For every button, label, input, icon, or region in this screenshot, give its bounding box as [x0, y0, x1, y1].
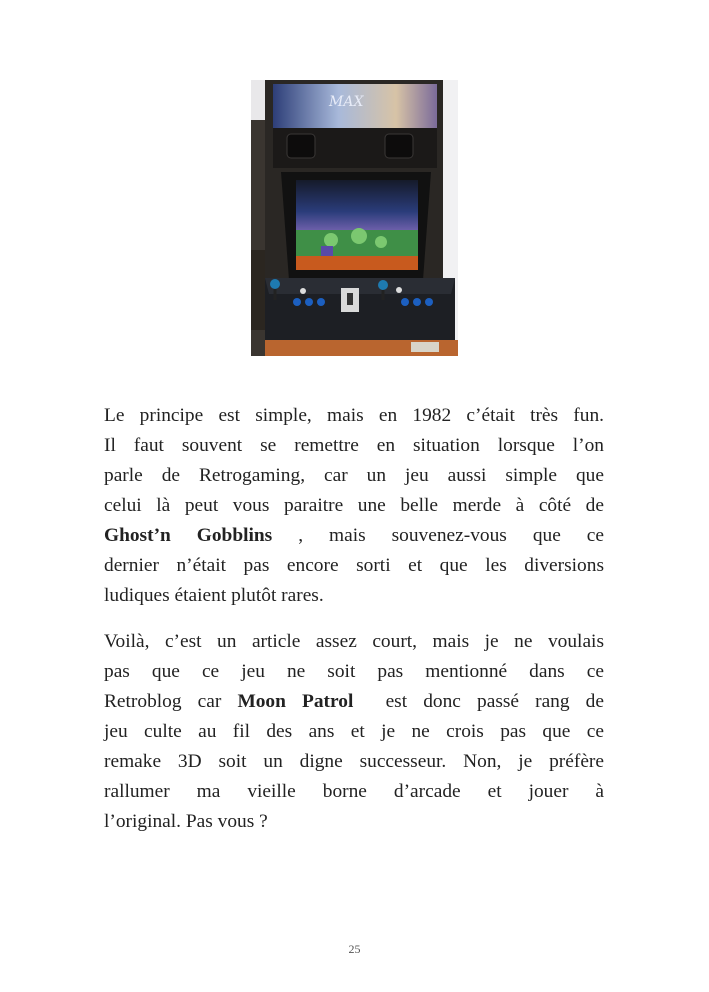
text-line: jeu culte au fil des ans et je ne crois pas que ce [104, 721, 604, 742]
text-line: pas que ce jeu ne soit pas mentionné dans ce [104, 661, 604, 682]
text-line [104, 521, 604, 551]
text-fragment: , mais souvenez-vous que ce [272, 525, 605, 546]
text-line: rallumer ma vieille borne d’arcade et jouer à [104, 781, 604, 802]
marquee-logo: MAX [329, 94, 364, 110]
text-line: Le principe est simple, mais en 1982 c’était très fun. [104, 405, 604, 426]
page-number: 25 [348, 942, 361, 956]
text-line: remake 3D soit un digne successeur. Non, je préfère [104, 751, 604, 772]
game-title-ghostn-gobblins: Ghost’n Gobblins [104, 525, 273, 546]
paragraph-2 [104, 627, 604, 837]
arcade-cabinet-photo [251, 80, 458, 356]
text-line: parle de Retrogaming, car un jeu aussi simple que [104, 465, 604, 486]
text-line: dernier n’était pas encore sorti et que les diversions [104, 555, 604, 576]
text-line: Il faut souvent se remettre en situation lorsque l’on [104, 435, 604, 456]
text-line: ludiques étaient plutôt rares. [104, 585, 324, 606]
text-line: celui là peut vous paraitre une belle merde à côté de [104, 495, 604, 516]
text-fragment: est donc passé rang de [353, 691, 604, 712]
text-fragment: Retroblog car [104, 691, 238, 712]
text-line: Voilà, c’est un article assez court, mais je ne voulais [104, 631, 604, 652]
text-line: l’original. Pas vous ? [104, 811, 268, 832]
text-line [104, 687, 604, 717]
paragraph-1 [104, 401, 604, 611]
game-title-moon-patrol: Moon Patrol [237, 691, 354, 712]
